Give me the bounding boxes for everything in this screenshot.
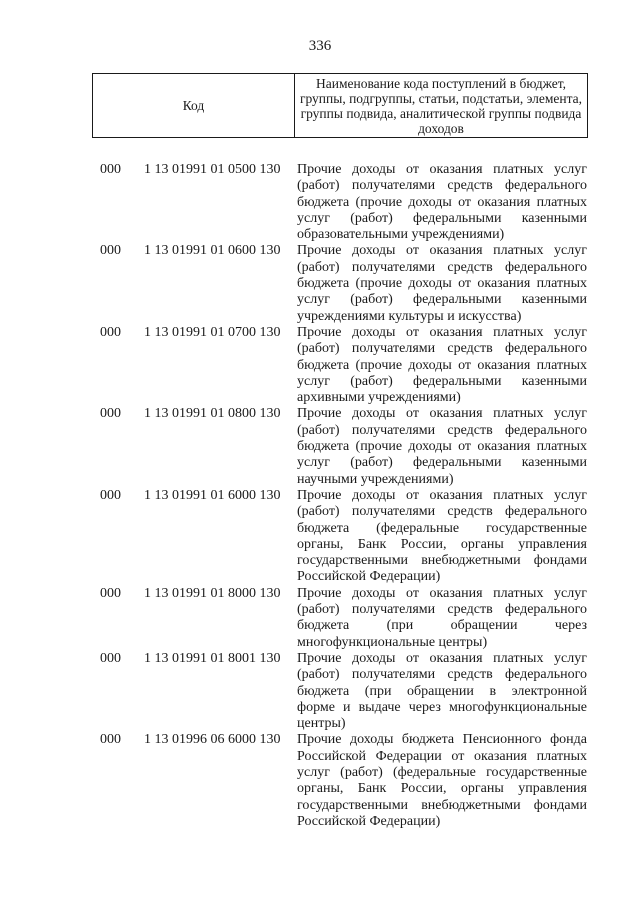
- entry-name-line: (работ) получателями средств федерального: [297, 259, 587, 275]
- entry-prefix: 000: [100, 650, 121, 666]
- entry-name-line: бюджета (прочие доходы от оказания платных: [297, 439, 587, 455]
- entry-name-line: образовательными учреждениями): [297, 227, 505, 243]
- entry-prefix: 000: [100, 406, 121, 422]
- entry-code: 1 13 01991 01 8000 130: [144, 585, 281, 601]
- entry-name-line: Прочие доходы от оказания платных услуг: [297, 585, 587, 601]
- entry-name-line: (работ) получателями средств федерального: [297, 602, 587, 618]
- entry-name: [297, 406, 587, 487]
- table-row: [100, 586, 590, 651]
- entry-name-line: (работ) получателями средств федерального: [297, 422, 587, 438]
- entry-name-line: услуг (работ) федеральными казенными: [297, 210, 587, 226]
- entry-name-line: услуг (работ) федеральными казенными: [297, 373, 587, 389]
- entry-name-line: форме и выдаче через многофункциональные: [297, 699, 587, 715]
- entries-list: [100, 162, 590, 830]
- entry-name-line: учреждениями культуры и искусства): [297, 308, 522, 324]
- entry-name-line: центры): [297, 716, 346, 732]
- entry-name: [297, 243, 587, 324]
- entry-name-line: органы, Банк России, органы управления: [297, 781, 587, 797]
- entry-name-line: бюджета (прочие доходы от оказания платных: [297, 357, 587, 373]
- entry-name-line: бюджета (прочие доходы от оказания платных: [297, 276, 587, 292]
- entry-prefix: 000: [100, 487, 121, 503]
- column-header-code: Код: [93, 74, 295, 138]
- table-row: [100, 162, 590, 243]
- entry-name-line: государственными внебюджетными фондами: [297, 797, 587, 813]
- entry-code: 1 13 01991 01 0600 130: [144, 243, 281, 259]
- entry-name-line: Прочие доходы от оказания платных услуг: [297, 406, 587, 422]
- entry-prefix: 000: [100, 243, 121, 259]
- table-row: [100, 488, 590, 586]
- entry-name-line: Прочие доходы от оказания платных услуг: [297, 324, 587, 340]
- entry-name-line: Прочие доходы от оказания платных услуг: [297, 162, 587, 177]
- entry-name-line: Прочие доходы от оказания платных услуг: [297, 243, 587, 259]
- entry-name: [297, 732, 587, 830]
- entry-name-line: многофункциональные центры): [297, 634, 488, 650]
- entry-name-line: бюджета (федеральные государственные: [297, 520, 587, 536]
- table-row: [100, 651, 590, 732]
- entry-code: 1 13 01991 01 0800 130: [144, 406, 281, 422]
- entry-name-line: услуг (работ) (федеральные государственные: [297, 764, 587, 780]
- entry-name-line: (работ) получателями средств федерального: [297, 341, 587, 357]
- entry-name-line: услуг (работ) федеральными казенными: [297, 455, 587, 471]
- entry-name-line: (работ) получателями средств федерального: [297, 504, 587, 520]
- entry-name-line: архивными учреждениями): [297, 390, 461, 406]
- entry-code: 1 13 01991 01 8001 130: [144, 650, 281, 666]
- table-header: [92, 73, 588, 138]
- table-row: [100, 406, 590, 487]
- entry-name: [297, 586, 587, 651]
- entry-prefix: 000: [100, 585, 121, 601]
- entry-name-line: научными учреждениями): [297, 471, 454, 487]
- entry-name-line: Прочие доходы бюджета Пенсионного фонда: [297, 732, 587, 748]
- column-header-name: Наименование кода поступлений в бюджет, группы, подгруппы, статьи, подстатьи, элемента, группы подвида, аналитической группы подвида доходов: [295, 74, 588, 138]
- entry-name-line: Российской Федерации): [297, 813, 441, 829]
- entry-prefix: 000: [100, 324, 121, 340]
- entry-name-line: (работ) получателями средств федерального: [297, 178, 587, 194]
- entry-code: 1 13 01991 01 6000 130: [144, 487, 281, 503]
- entry-name: [297, 488, 587, 586]
- table-row: [100, 243, 590, 324]
- entry-name: [297, 325, 587, 406]
- entry-name-line: услуг (работ) федеральными казенными: [297, 292, 587, 308]
- page-number: 336: [308, 38, 332, 54]
- entry-name: [297, 651, 587, 732]
- entry-name-line: бюджета (прочие доходы от оказания платных: [297, 194, 587, 210]
- entry-code: 1 13 01996 06 6000 130: [144, 732, 281, 748]
- entry-code: 1 13 01991 01 0700 130: [144, 324, 281, 340]
- entry-name-line: органы, Банк России, органы управления: [297, 536, 587, 552]
- entry-name-line: (работ) получателями средств федерального: [297, 667, 587, 683]
- entry-name-line: бюджета (при обращении в электронной: [297, 683, 587, 699]
- entry-name-line: бюджета (при обращении через: [297, 618, 587, 634]
- entry-name-line: Российской Федерации): [297, 569, 441, 585]
- entry-name-line: государственными внебюджетными фондами: [297, 553, 587, 569]
- entry-code: 1 13 01991 01 0500 130: [144, 162, 281, 177]
- table-row: [100, 732, 590, 830]
- entry-name-line: Прочие доходы от оказания платных услуг: [297, 487, 587, 503]
- entry-name-line: Российской Федерации от оказания платных: [297, 748, 587, 764]
- entry-prefix: 000: [100, 162, 121, 177]
- entry-name-line: Прочие доходы от оказания платных услуг: [297, 650, 587, 666]
- entry-prefix: 000: [100, 732, 121, 748]
- entry-name: [297, 162, 587, 243]
- table-row: [100, 325, 590, 406]
